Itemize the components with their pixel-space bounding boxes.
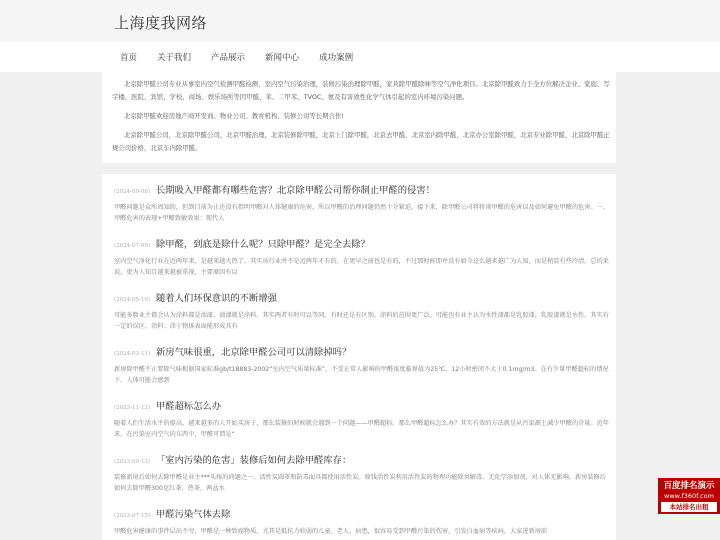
- article-title-link[interactable]: 「室内污染的危害」装修后如何去除甲醛库存：: [156, 455, 352, 466]
- article-title-link[interactable]: 新房气味很重，北京除甲醛公司可以清除掉吗？: [156, 347, 352, 358]
- article-date: (2023-11-12): [114, 405, 151, 411]
- intro-paragraph: 北京除甲醛公司专业从事室内空气检测甲醛检测，室内空气污染治理，装修污染治理除甲醛，家具除甲醛除味等空气净化项目。北京除甲醛致力于全方位解决企业、家庭、写字楼、医院、宾馆、学校、商场、娱乐场所等因甲醛、苯、二甲苯、TVOC、氨及有害致性化学气体引起的室内环境污染问题。: [112, 80, 610, 101]
- article-summary: 甲醛问题是众所周知的，但到目前为止还没有指明甲醛对人体健康的危害，所以甲醛的治理问题仍然十分紧迫。接下来，除甲醛公司将将谈甲醛的危害以及如何避免甲醛的危害。一、甲醛危害的表现+甲醛致敏效果：现代人: [114, 204, 609, 222]
- intro-paragraph: 北京除甲醛公司，北京除甲醛公司，北京甲醛治理，北京装修除甲醛，北京上门除甲醛，北京去甲醛，北京室内除甲醛，北京办公室除甲醛，北京专业除甲醛，北京除甲醛正规公司价格，北京车内除甲醛。: [112, 131, 610, 152]
- article-title-link[interactable]: 甲醛超标怎么办: [156, 401, 222, 412]
- article-summary: 新房除甲醛不止要除气味根据国家标准gb/t18883-2002“室内空气质量标准”，不受正常人影响的甲醛浓度临界值为25℃，12小时密闭不大于0.1mg/m3。在有少量甲醛超标的情况下，人体可能会感到: [114, 366, 609, 384]
- nav-item-cases[interactable]: 成功案例: [319, 53, 354, 63]
- intro-panel: [102, 70, 616, 163]
- article-title-link[interactable]: 长期吸入甲醛都有哪些危害？北京除甲醛公司帮你制止甲醛的侵害！: [156, 185, 435, 196]
- article-date: (2024-03-11): [114, 351, 151, 357]
- article-list: [102, 174, 616, 540]
- nav-item-news[interactable]: 新闻中心: [265, 53, 300, 63]
- article-title-link[interactable]: 甲醛污染气体去除: [156, 509, 231, 520]
- article-date: (2024-07-09): [114, 243, 151, 249]
- badge-url: www.f360f.com: [664, 492, 714, 500]
- site-header: [0, 0, 720, 42]
- nav-item-about[interactable]: 关于我们: [157, 53, 192, 63]
- article-title-link[interactable]: 随着人们环保意识的不断增强: [156, 293, 277, 304]
- article-summary: 可能多数业主都会认为涂料都是油漆，油漆就是涂料。其实两者有时可以等同。有时还是有区别。涂料的范围更广泛。可能也有业主认为水性漆都是乳胶漆，乳胶漆就是水性。其实有一定的误区。涂料：涂于物体表面能形成具有: [114, 312, 609, 330]
- article-item: [114, 452, 610, 494]
- badge-subtitle: 本站排名出租: [661, 502, 717, 512]
- nav-menu: [108, 42, 371, 72]
- article-summary: 装修新房后如何去除甲醛是业主***头疼的问题之一。活性炭圆罩和防毒面具都使用活性炭。原钱活性炭利用活性炭的物理功能除臭解毒，无化学添加剂，对人体无影响。新房装修后如何去除甲醛300克红茶、热茶、两盆水: [114, 474, 606, 492]
- article-item: [114, 236, 610, 278]
- article-date: (2024-05-19): [114, 297, 151, 303]
- article-date: (2023-09-13): [114, 459, 151, 465]
- article-summary: 甲醛危害健康的事件层出不穷，甲醛是一种致癌物质，尤其是抵抗力较弱的儿童、老人、病患，很容易受到甲醛污染的伤害，引发白血病等疾病，大家进新房前: [114, 528, 548, 535]
- article-item: [114, 182, 610, 224]
- article-date: (2023-07-15): [114, 513, 151, 519]
- article-summary: 随着人们生活水平的提高，越来越多的人开始买房子，那么装修的时候就会遇到一个问题——甲醛超标。那么甲醛超标怎么办？其实有效的方法就是从污染源上减少甲醛的含量。近年来，在污染室内空气的东西中，甲醛可谓是“: [114, 420, 609, 438]
- main-navbar: [0, 42, 720, 72]
- article-item: [114, 290, 610, 332]
- ranking-ad-badge[interactable]: [658, 478, 720, 514]
- article-summary: 室内空气净化行业在近两年来，是越来越火热了，其实该行业并不是近两年才有的，在更早之前也是有的，不过那时候即并没有如今这么越来越广为人知，而是稍显有些冷清。总的来说，更为人知且越来越被重视，主要原因有以: [114, 258, 609, 276]
- article-title-link[interactable]: 除甲醛，到底是除什么呢？只除甲醛？是完全去除？: [156, 239, 370, 250]
- nav-item-home[interactable]: 首页: [120, 53, 138, 63]
- article-item: [114, 398, 610, 440]
- article-item: [114, 506, 610, 537]
- nav-item-products[interactable]: 产品展示: [211, 53, 246, 63]
- site-title[interactable]: 上海度我网络: [114, 14, 208, 32]
- intro-paragraph: 北京除甲醛欢迎房地产商开发商、物业公司、教育机构、装修公司等长期合作!: [124, 112, 344, 120]
- article-date: (2024-09-08): [114, 189, 151, 195]
- badge-title: 百度排名演示: [663, 481, 715, 491]
- article-item: [114, 344, 610, 386]
